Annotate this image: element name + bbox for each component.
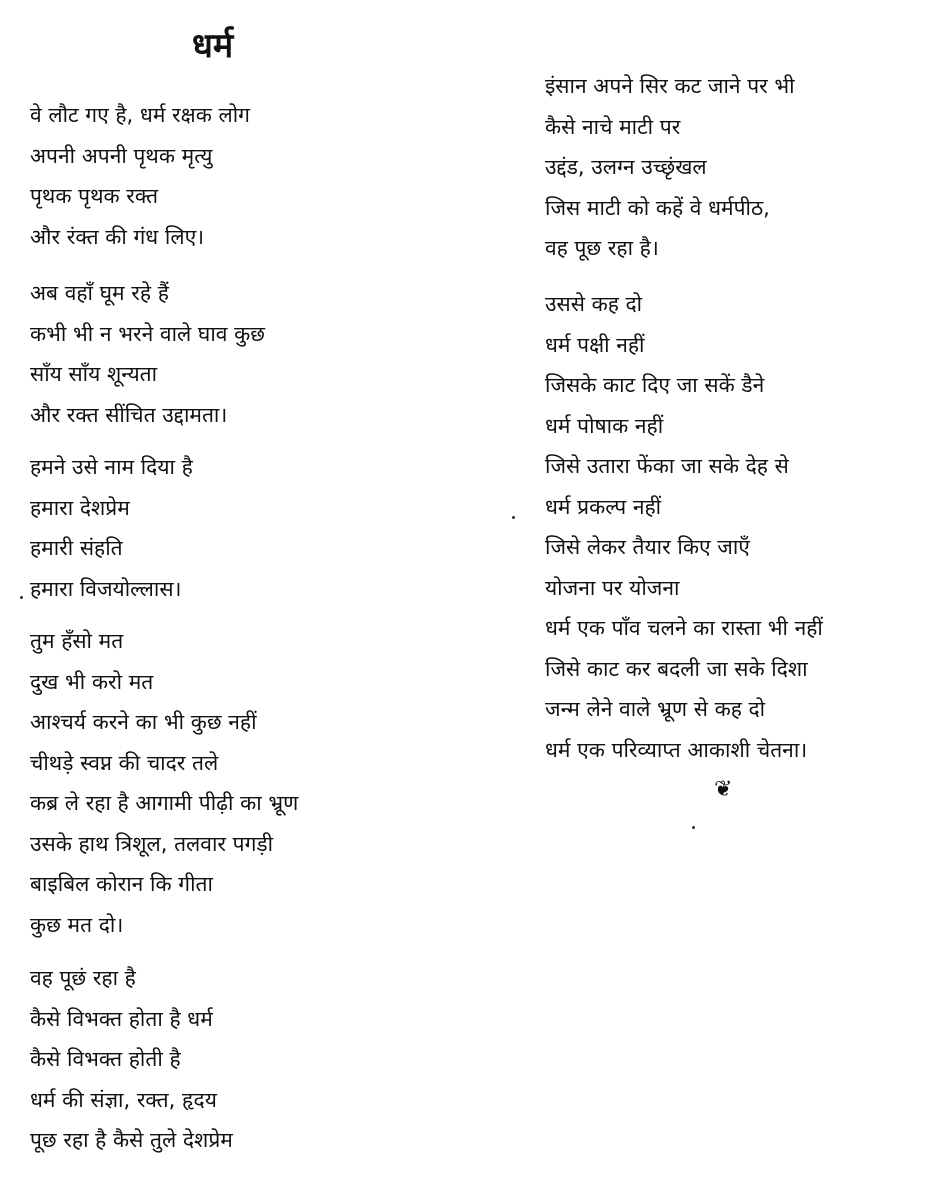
poem-line: चीथड़े स्वप्न की चादर तले — [30, 750, 219, 775]
poem-line: जिसे लेकर तैयार किए जाएँ — [545, 535, 750, 559]
poem-line: इंसान अपने सिर कट जाने पर भी — [545, 74, 795, 98]
poem-line: योजना पर योजना — [545, 575, 680, 600]
poem-line: धर्म पोषाक नहीं — [545, 413, 664, 438]
poem-line: कैसे विभक्त होता है धर्म — [30, 1006, 213, 1031]
poem-line: जिसे उतारा फेंका जा सके देह से — [545, 454, 789, 478]
poem-title: धर्म — [192, 26, 234, 66]
poem-line: धर्म प्रकल्प नहीं — [545, 494, 662, 519]
poem-line: अपनी अपनी पृथक मृत्यु — [30, 143, 213, 168]
poem-line: हमारा देशप्रेम — [30, 495, 130, 520]
lotus-ornament-icon: ❦ — [714, 777, 733, 802]
stanza-6 — [545, 66, 795, 269]
poem-line: हमारा विजयोल्लास। — [30, 576, 182, 601]
poem-line: जन्म लेने वाले भ्रूण से कह दो — [545, 697, 766, 721]
stanza-3 — [30, 447, 193, 609]
poem-line: कभी भी न भरने वाले घाव कुछ — [30, 321, 265, 346]
poem-line: धर्म पक्षी नहीं — [545, 332, 645, 357]
poem-line: कैसे नाचे माटी पर — [545, 114, 681, 139]
poem-line: पृथक पृथक रक्त — [30, 184, 159, 208]
poem-line: साँय साँय शून्यता — [30, 362, 158, 386]
poem-line: हमारी संहति — [30, 536, 123, 560]
stanza-2 — [30, 273, 265, 435]
poem-line: वह पूछं रहा है — [30, 966, 136, 990]
poem-line: जिसके काट दिए जा सकें डैने — [545, 373, 765, 397]
stanza-7 — [545, 284, 823, 770]
poem-line: उससे कह दो — [545, 292, 643, 316]
poem-line: जिस माटी को कहें वे धर्मपीठ, — [545, 195, 770, 220]
poem-line: जिसे काट कर बदली जा सके दिशा — [545, 656, 808, 681]
poem-line: वे लौट गए है, धर्म रक्षक लोग — [30, 103, 250, 127]
poem-line: पूछ रहा है कैसे तुले देशप्रेम — [30, 1128, 233, 1152]
scan-speck — [692, 826, 695, 829]
poem-line: धर्म एक परिव्याप्त आकाशी चेतना। — [545, 737, 808, 762]
poem-line: उसके हाथ त्रिशूल, तलवार पगड़ी — [30, 831, 274, 856]
poem-line: और रक्त सींचित उद्दामता। — [30, 402, 228, 427]
stanza-5 — [30, 958, 233, 1161]
poem-line: हमने उसे नाम दिया है — [30, 455, 193, 479]
poem-line: आश्चर्य करने का भी कुछ नहीं — [30, 710, 257, 734]
poem-line: कुछ मत दो। — [30, 912, 124, 937]
poem-line: धर्म की संज्ञा, रक्त, हृदय — [30, 1087, 217, 1112]
poem-line: कब्र ले रहा है आगामी पीढ़ी का भ्रूण — [30, 791, 299, 815]
poem-line: उद्दंड, उलग्न उच्छृंखल — [545, 155, 707, 179]
poem-line: बाइबिल कोरान कि गीता — [30, 872, 213, 896]
scan-speck — [512, 516, 515, 519]
poem-line: दुख भी करो मत — [30, 669, 154, 694]
poem-line: धर्म एक पाँव चलने का रास्ता भी नहीं — [545, 616, 823, 640]
poem-line: तुम हँसो मत — [30, 629, 124, 653]
poem-line: कैसे विभक्त होती है — [30, 1047, 181, 1071]
stanza-4 — [30, 621, 298, 945]
poem-line: और रंक्त की गंध लिए। — [30, 224, 205, 249]
poem-line: अब वहाँ घूम रहे हैं — [30, 281, 169, 305]
scan-speck — [20, 596, 23, 599]
poem-line: वह पूछ रहा है। — [545, 236, 659, 260]
stanza-1 — [30, 95, 250, 257]
